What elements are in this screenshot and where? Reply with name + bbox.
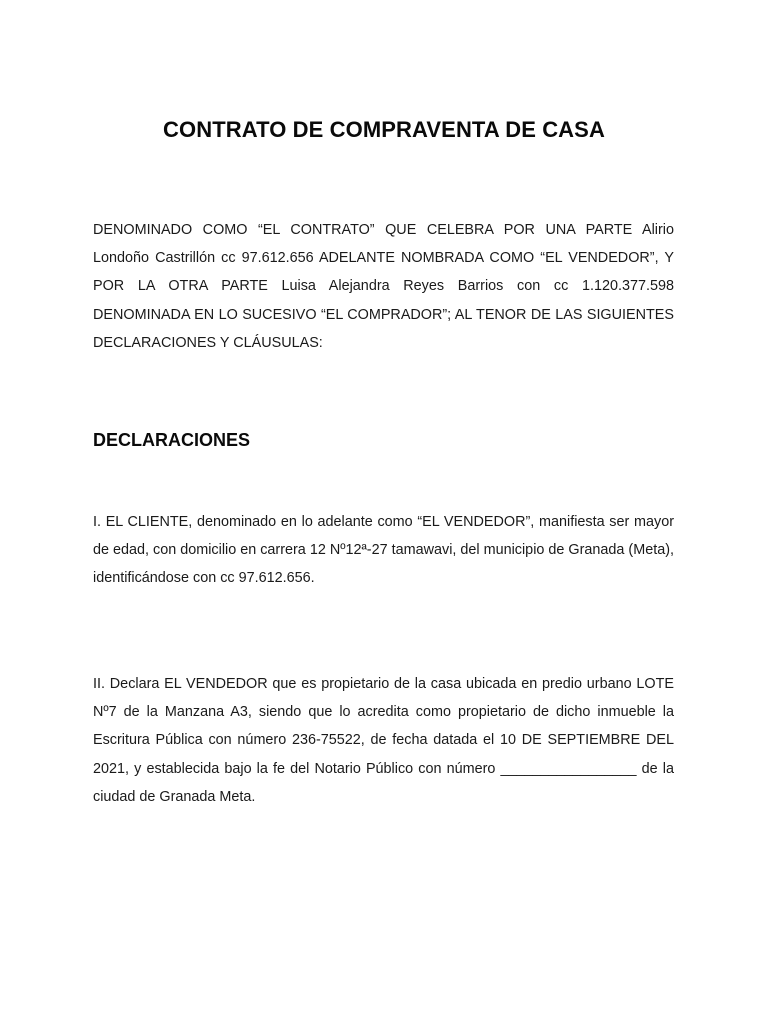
declaration-paragraph-2: II. Declara EL VENDEDOR que es propietario de la casa ubicada en predio urbano LOTE Nº7 de la Manzana A3, siendo que lo acredita como propietario de dicho inmueble la Escritura Pública con número 236-75522, de fecha datada el 10 DE SEPTIEMBRE DEL 2021, y establecida bajo la fe del Notario Público con número _________________ de la ciudad de Granada Meta. <box>93 676 674 805</box>
declaration-paragraph-1: I. EL CLIENTE, denominado en lo adelante como “EL VENDEDOR”, manifiesta ser mayor de edad, con domicilio en carrera 12 Nº12ª-27 tamawavi, del municipio de Granada (Meta), identificándose con cc 97.612.656. <box>93 514 674 587</box>
document-title: CONTRATO DE COMPRAVENTA DE CASA <box>163 117 605 142</box>
intro-paragraph: DENOMINADO COMO “EL CONTRATO” QUE CELEBRA POR UNA PARTE Alirio Londoño Castrillón cc 97.612.656 ADELANTE NOMBRADA COMO “EL VENDEDOR”, Y POR LA OTRA PARTE Luisa Alejandra Reyes Barrios con cc 1.120.377.598 DENOMINADA EN LO SUCESIVO “EL COMPRADOR”; AL TENOR DE LAS SIGUIENTES DECLARACIONES Y CLÁUSULAS: <box>93 222 674 351</box>
declarations-heading: DECLARACIONES <box>93 430 251 450</box>
